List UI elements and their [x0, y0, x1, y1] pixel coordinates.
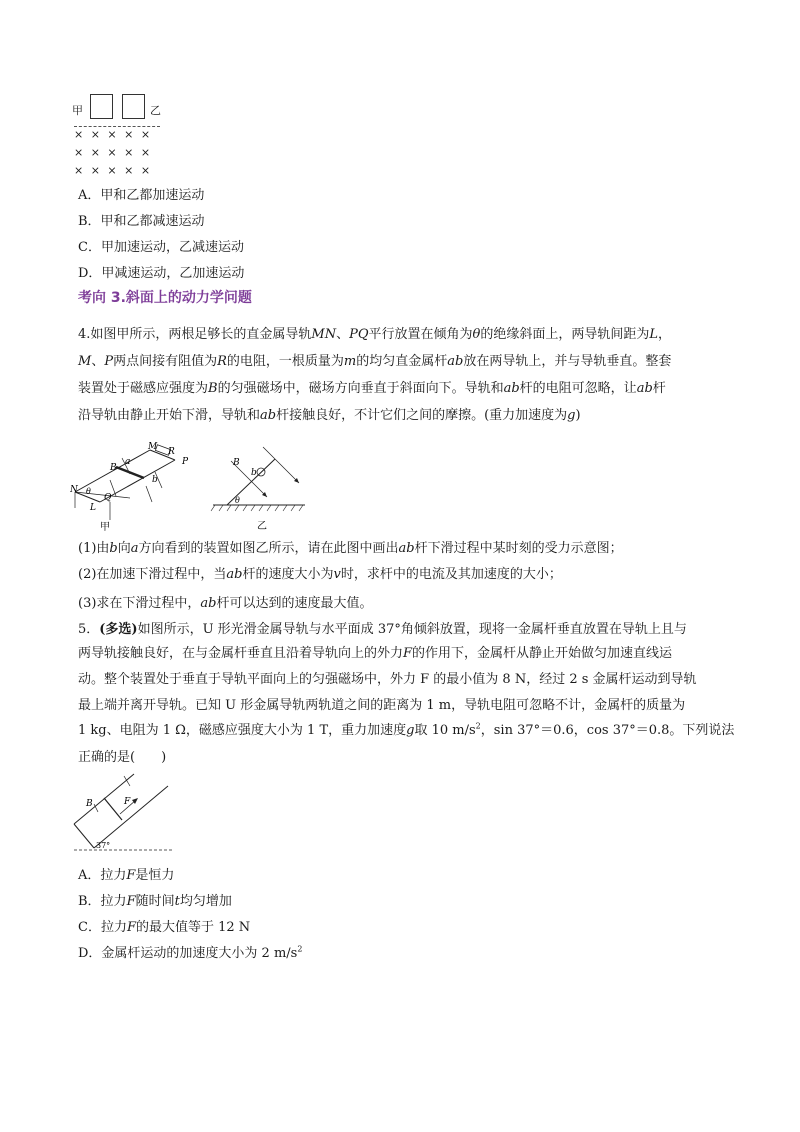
- jia-label-N: N: [70, 485, 78, 495]
- q5-label-F: F: [124, 797, 131, 807]
- jia-label-B: B: [110, 463, 117, 473]
- field-row-1: × × × × ×: [74, 128, 153, 141]
- q4-line-4: 沿导轨由静止开始下滑，导轨和ab杆接触良好，不计它们之间的摩擦。(重力加速度为g): [78, 408, 581, 423]
- q5-option-a: A．拉力F是恒力: [78, 868, 175, 883]
- q5-figure: [72, 768, 182, 858]
- q5-line-6: 正确的是( ): [78, 750, 167, 765]
- jia-label-theta: θ: [86, 487, 91, 496]
- q5-option-b: B．拉力F随时间t均匀增加: [78, 894, 232, 909]
- jia-label-R: R: [168, 447, 175, 457]
- q3-option-b: B．甲和乙都减速运动: [78, 214, 205, 229]
- q5-label-B: B: [86, 799, 93, 809]
- field-boundary: [74, 126, 160, 127]
- q4-line-3: 装置处于磁感应强度为B的匀强磁场中，磁场方向垂直于斜面向下。导轨和ab杆的电阻可忽略，让ab杆: [78, 381, 666, 396]
- field-row-2: × × × × ×: [74, 146, 153, 159]
- q4-line-2: M、P两点间接有阻值为R的电阻，一根质量为m的均匀直金属杆ab放在两导轨上，并与导轨垂直。整套: [78, 354, 672, 369]
- q5-line-1: 5．(多选)如图所示，U 形光滑金属导轨与水平面成 37°角倾斜放置，现将一金属杆垂直放置在导轨上且与: [78, 622, 687, 637]
- fig-label-yi: 乙: [150, 104, 161, 117]
- q3-option-c: C．甲加速运动，乙减速运动: [78, 240, 244, 255]
- jia-label-P: P: [182, 457, 189, 467]
- yi-caption: 乙: [257, 521, 267, 532]
- jia-label-b: b: [152, 475, 158, 485]
- box-jia: [90, 94, 113, 119]
- jia-label-a: a: [125, 457, 131, 467]
- jia-caption: 甲: [100, 522, 110, 533]
- q4-sub-3: (3)求在下滑过程中，ab杆可以达到的速度最大值。: [78, 596, 373, 611]
- jia-label-M: M: [148, 442, 158, 452]
- q4-sub-2: (2)在加速下滑过程中，当ab杆的速度大小为v时，求杆中的电流及其加速度的大小；: [78, 567, 562, 582]
- q5-option-c: C．拉力F的最大值等于 12 N: [78, 920, 251, 935]
- box-yi: [122, 94, 145, 119]
- q4-figure-jia: [70, 440, 220, 540]
- field-row-3: × × × × ×: [74, 164, 153, 177]
- jia-label-L: L: [90, 503, 96, 513]
- top-figure: [72, 94, 182, 178]
- q3-option-d: D．甲减速运动，乙加速运动: [78, 266, 245, 281]
- q5-line-4: 最上端并离开导轨。已知 U 形金属导轨两轨道之间的距离为 1 m，导轨电阻可忽略不计，金属杆的质量为: [78, 698, 686, 713]
- yi-label-B: B: [233, 458, 240, 468]
- q5-label-angle: 37°: [96, 841, 111, 850]
- yi-label-theta: θ: [235, 496, 240, 505]
- fig-label-jia: 甲: [72, 104, 83, 117]
- q4-line-1: 4.如图甲所示，两根足够长的直金属导轨MN、PQ平行放置在倾角为θ的绝缘斜面上，两导轨间距为L，: [78, 327, 672, 342]
- section-heading: 考向 3.斜面上的动力学问题: [78, 290, 252, 306]
- q4-figure-yi: [205, 445, 325, 535]
- q5-line-5: 1 kg、电阻为 1 Ω，磁感应强度大小为 1 T，重力加速度g取 10 $m/s^2$，sin 37°＝0.6，cos 37°＝0.8。下列说法: [78, 721, 735, 738]
- jia-label-Q: Q: [104, 493, 112, 503]
- q5-line-2: 两导轨接触良好，在与金属杆垂直且沿着导轨向上的外力F的作用下，金属杆从静止开始做匀加速直线运: [78, 646, 673, 661]
- yi-label-b: b: [251, 468, 257, 478]
- q5-option-d: D．金属杆运动的加速度大小为 2 $m/s^2$: [78, 944, 303, 961]
- q4-sub-1: (1)由b向a方向看到的装置如图乙所示，请在此图中画出ab杆下滑过程中某时刻的受力示意图；: [78, 541, 623, 556]
- q3-option-a: A．甲和乙都加速运动: [78, 188, 205, 203]
- q5-line-3: 动。整个装置处于垂直于导轨平面向上的匀强磁场中，外力 F 的最小值为 8 N，经过 2 s 金属杆运动到导轨: [78, 672, 697, 687]
